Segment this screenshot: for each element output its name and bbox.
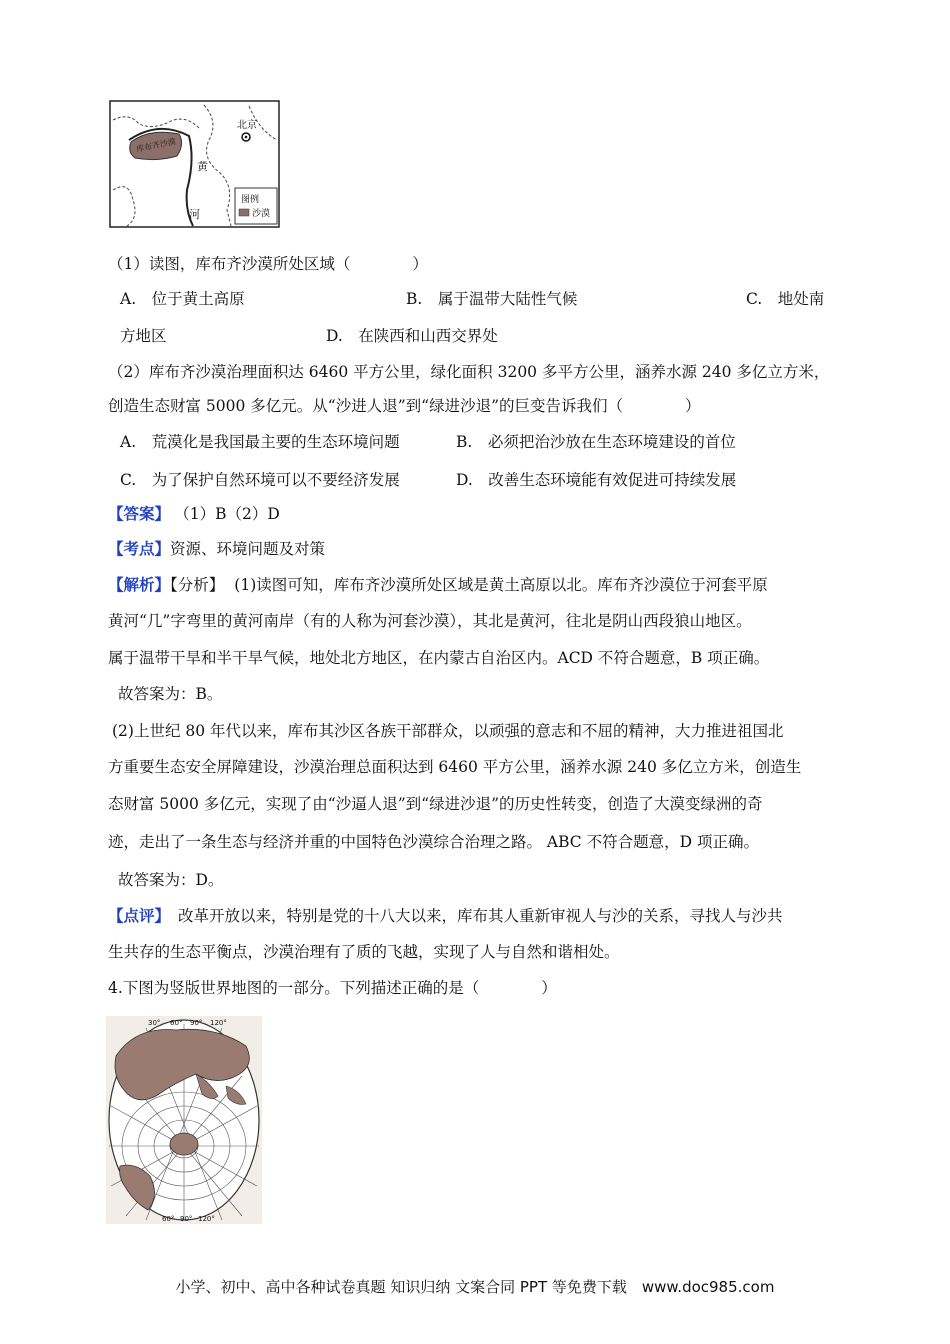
lon-top-30: 30° [148,1019,161,1027]
analysis-line4: 故答案为：B。 [118,685,223,703]
analysis-line6: 方重要生态安全屏障建设，沙漠治理总面积达到 6460 平方公里，涵养水源 240 多亿立方米，创造生 [108,758,802,776]
q1-stem: （1）读图，库布齐沙漠所处区域（ ） [108,255,428,273]
legend-title: 图例 [241,195,260,205]
kubuqi-desert-map [109,100,280,228]
q1-option-a: A. 位于黄土高原 [120,290,245,308]
legend-desert-label: 沙漠 [252,209,271,219]
q2-option-d: D. 改善生态环境能有效促进可持续发展 [456,471,737,489]
analysis-line7: 态财富 5000 多亿元，实现了由“沙逼人退”到“绿进沙退”的历史性转变，创造了大漠变绿洲的奇 [108,795,763,813]
analysis-line2: 黄河“几”字弯里的黄河南岸（有的人称为河套沙漠），其北是黄河，往北是阴山西段狼山地区。 [108,612,752,630]
analysis-line1 [108,575,768,595]
lon-top-120: 120° [210,1019,227,1027]
answer-text: （1）B（2）D [182,505,280,523]
point-line [108,539,325,559]
q2-option-b: B. 必须把治沙放在生态环境建设的首位 [456,433,736,451]
lon-top-60: 60° [170,1019,183,1027]
desert-label: 库布齐沙漠 [135,136,177,154]
lon-bottom-90: 90° [180,1215,193,1223]
beijing-label: 北京 [237,120,257,131]
q2-option-a: A. 荒漠化是我国最主要的生态环境问题 [120,433,400,451]
q1-option-d: D. 在陕西和山西交界处 [326,327,498,345]
lon-bottom-120: 120° [198,1215,215,1223]
q1-option-c-cont: 方地区 [120,327,167,345]
analysis-line5: (2)上世纪 80 年代以来，库布其沙区各族干部群众，以顽强的意志和不屈的精神，大力推进祖国北 [112,722,784,740]
comment-tag: 【点评】 [108,906,171,925]
analysis-tag: 【解析】 [108,575,171,594]
he-label: 河 [189,208,200,221]
page-footer: 小学、初中、高中各种试卷真题 知识归纳 文案合同 PPT 等免费下载 www.doc985.com [175,1278,775,1296]
q1-option-c: C. 地处南 [746,290,825,308]
q2-stem-line1: （2）库布齐沙漠治理面积达 6460 平方公里，绿化面积 3200 多平方公里，涵养水源 240 多亿立方米， [108,363,830,381]
answer-tag: 【答案】 [108,504,171,523]
q2-stem-line2: 创造生态财富 5000 多亿元。从“沙进人退”到“绿进沙退”的巨变告诉我们（ ） [108,397,701,415]
analysis-line9: 故答案为：D。 [118,871,224,889]
vertical-world-map [106,1016,262,1224]
q1-option-b: B. 属于温带大陆性气候 [406,290,578,308]
lon-bottom-60: 60° [162,1215,175,1223]
analysis-line8: 迹，走出了一条生态与经济并重的中国特色沙漠综合治理之路。 ABC 不符合题意，D 项正确。 [108,833,759,851]
point-text: 资源、环境问题及对策 [170,540,326,558]
point-tag: 【考点】 [108,539,171,558]
q4-stem: 4.下图为竖版世界地图的一部分。下列描述正确的是（ ） [108,979,557,997]
answer-line [108,504,280,524]
comment-line1 [108,906,783,926]
comment-text-1: 改革开放以来，特别是党的十八大以来，库布其人重新审视人与沙的关系，寻找人与沙共 [178,907,783,925]
analysis-line3: 属于温带干旱和半干旱气候，地处北方地区，在内蒙古自治区内。ACD 不符合题意，B 项正确。 [108,649,770,667]
comment-line2: 生共存的生态平衡点，沙漠治理有了质的飞越，实现了人与自然和谐相处。 [108,943,620,961]
lon-top-90: 90° [190,1019,203,1027]
analysis-text-1: (1)读图可知，库布齐沙漠所处区域是黄土高原以北。库布齐沙漠位于河套平原 [234,576,768,594]
q2-option-c: C. 为了保护自然环境可以不要经济发展 [120,471,400,489]
huang-label: 黄 [197,160,208,173]
analysis-sub-tag: 【分析】 [170,576,225,594]
